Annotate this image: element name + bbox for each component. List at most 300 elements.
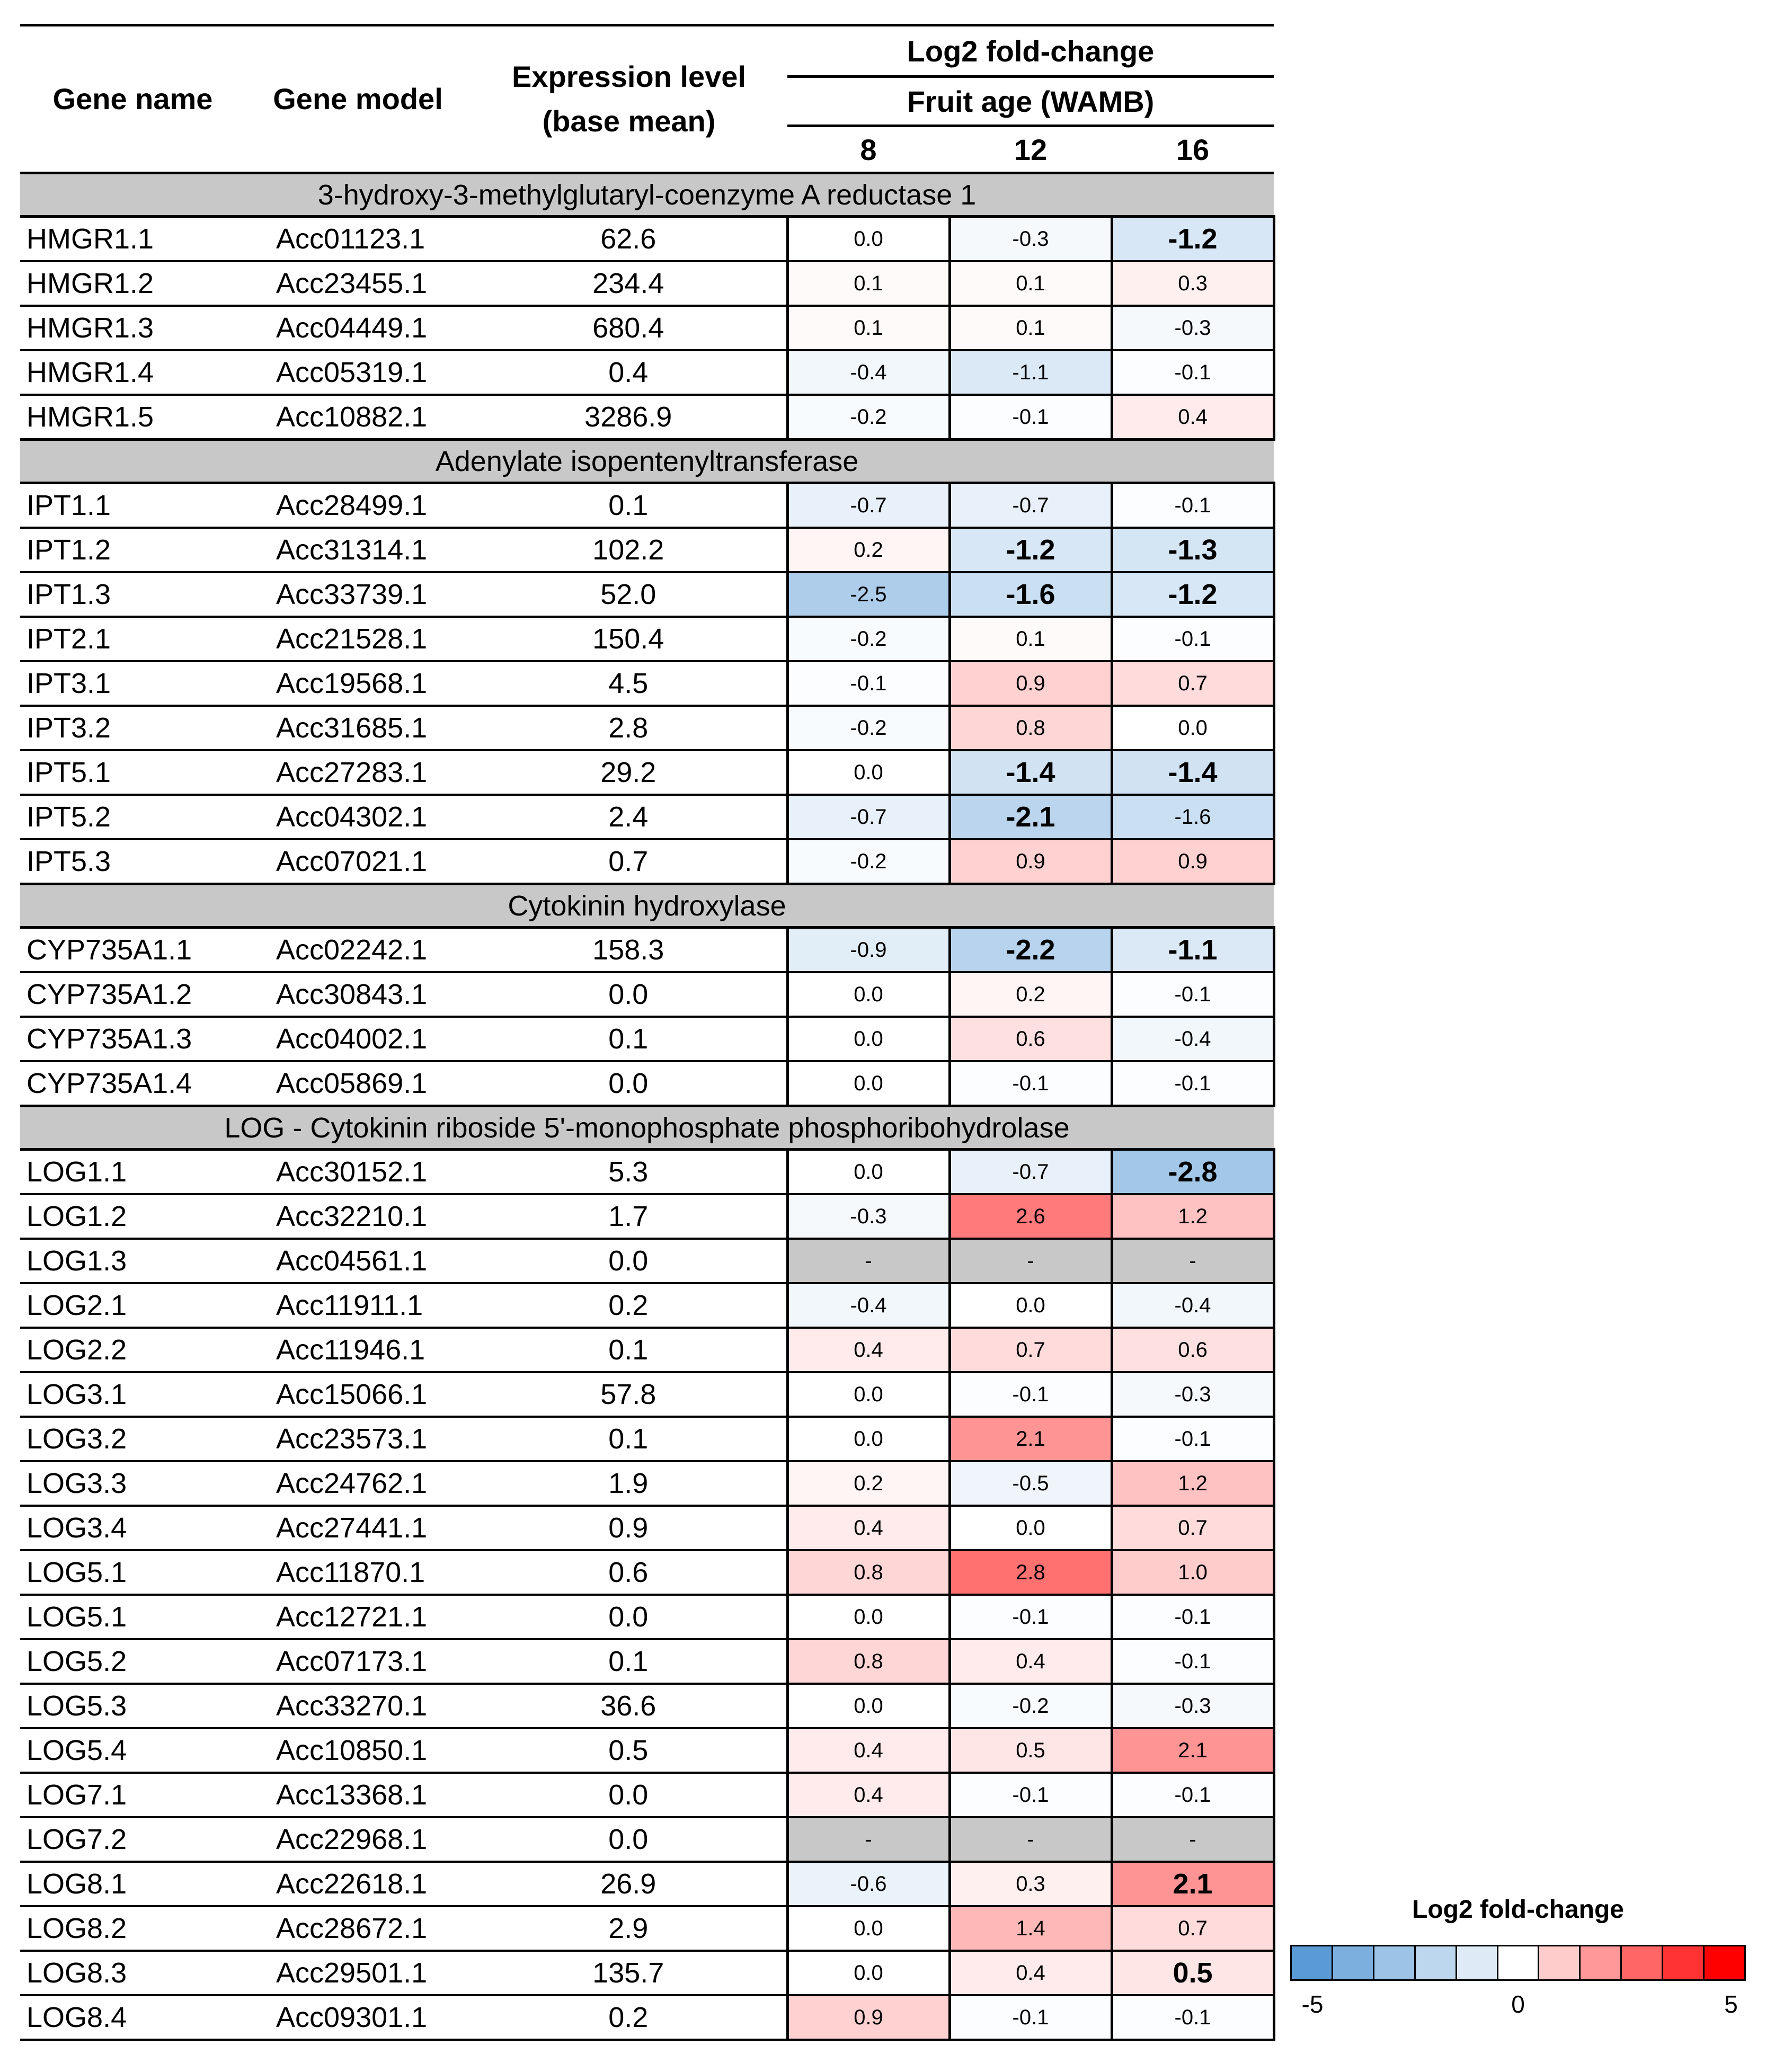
fold-change-cell: 0.4 (949, 1951, 1112, 1995)
gene-row (20, 1506, 1274, 1550)
fold-change-cell: -0.1 (1112, 1595, 1274, 1639)
gene-row (20, 1906, 1274, 1951)
fold-change-cell: 0.8 (787, 1639, 949, 1684)
gene-model-cell: Acc22968.1 (245, 1817, 471, 1862)
gene-name-cell: CYP735A1.1 (20, 928, 245, 973)
expression-level-cell: 0.0 (471, 1595, 787, 1639)
gene-row (20, 1862, 1274, 1906)
expression-level-cell: 1.9 (471, 1461, 787, 1506)
fold-change-cell: 0.0 (787, 750, 949, 795)
gene-model-cell: Acc31685.1 (245, 706, 471, 750)
category-row (20, 884, 1274, 928)
expression-level-cell: 62.6 (471, 217, 787, 262)
fold-change-cell: -0.6 (787, 1862, 949, 1906)
fold-change-cell: -0.7 (949, 483, 1112, 528)
gene-name-cell: IPT3.2 (20, 706, 245, 750)
gene-model-cell: Acc30152.1 (245, 1150, 471, 1195)
fold-change-cell: -0.1 (1112, 972, 1274, 1017)
gene-row (20, 483, 1274, 528)
gene-row (20, 839, 1274, 884)
fold-change-cell: 2.8 (949, 1550, 1112, 1595)
gene-model-cell: Acc10850.1 (245, 1728, 471, 1773)
legend-swatch (1539, 1946, 1581, 1979)
log2-fold-change-header: Log2 fold-change (787, 25, 1274, 77)
gene-row (20, 528, 1274, 572)
fold-change-cell: 0.0 (1112, 706, 1274, 750)
gene-model-cell: Acc27441.1 (245, 1506, 471, 1550)
fold-change-cell: -0.1 (1112, 1773, 1274, 1817)
gene-model-cell: Acc07173.1 (245, 1639, 471, 1684)
gene-row (20, 1417, 1274, 1461)
category-title: 3-hydroxy-3-methylglutaryl-coenzyme A reductase 1 (20, 173, 1274, 217)
legend-swatch (1663, 1946, 1705, 1979)
expression-level-cell: 0.0 (471, 1239, 787, 1283)
fold-change-cell: - (949, 1239, 1112, 1283)
expression-level-cell: 0.1 (471, 1017, 787, 1061)
gene-row (20, 750, 1274, 795)
fold-change-cell: -0.2 (787, 839, 949, 884)
gene-name-cell: LOG5.4 (20, 1728, 245, 1773)
expression-level-cell: 680.4 (471, 306, 787, 350)
gene-model-cell: Acc23573.1 (245, 1417, 471, 1461)
gene-model-header: Gene model (245, 25, 471, 173)
fold-change-cell: -0.4 (787, 1283, 949, 1328)
fold-change-cell: - (787, 1239, 949, 1283)
legend-swatch (1457, 1946, 1498, 1979)
fold-change-cell: -0.1 (949, 1372, 1112, 1417)
fold-change-cell: 0.9 (949, 839, 1112, 884)
fold-change-cell: -1.2 (1112, 217, 1274, 262)
fold-change-cell: -0.1 (1112, 483, 1274, 528)
expression-level-cell: 158.3 (471, 928, 787, 973)
gene-name-cell: LOG2.2 (20, 1328, 245, 1372)
gene-row (20, 661, 1274, 706)
legend-swatch (1292, 1946, 1333, 1979)
gene-row (20, 972, 1274, 1017)
fold-change-cell: 0.3 (949, 1862, 1112, 1906)
fold-change-cell: 0.2 (949, 972, 1112, 1017)
legend-swatch (1581, 1946, 1622, 1979)
gene-row (20, 1817, 1274, 1862)
fold-change-cell: -1.4 (949, 750, 1112, 795)
gene-row (20, 572, 1274, 617)
gene-name-cell: IPT5.3 (20, 839, 245, 884)
expression-level-cell: 26.9 (471, 1862, 787, 1906)
gene-name-cell: LOG1.3 (20, 1239, 245, 1283)
gene-name-cell: HMGR1.5 (20, 395, 245, 440)
fold-change-cell: -0.7 (787, 795, 949, 839)
fold-change-cell: 0.0 (787, 1906, 949, 1951)
fold-change-cell: -0.1 (949, 1061, 1112, 1106)
gene-model-cell: Acc22618.1 (245, 1862, 471, 1906)
fold-change-cell: 1.2 (1112, 1461, 1274, 1506)
gene-name-cell: LOG3.2 (20, 1417, 245, 1461)
fold-change-cell: 0.9 (949, 661, 1112, 706)
fold-change-cell: 0.4 (787, 1773, 949, 1817)
legend-color-scale (1290, 1945, 1746, 1981)
fold-change-cell: 0.1 (787, 306, 949, 350)
gene-model-cell: Acc31314.1 (245, 528, 471, 572)
fold-change-cell: -0.3 (1112, 1372, 1274, 1417)
expression-level-cell: 2.9 (471, 1906, 787, 1951)
gene-row (20, 306, 1274, 350)
gene-name-cell: LOG3.4 (20, 1506, 245, 1550)
fold-change-cell: -1.1 (949, 350, 1112, 395)
gene-row (20, 1728, 1274, 1773)
gene-name-cell: HMGR1.2 (20, 261, 245, 306)
gene-row (20, 1017, 1274, 1061)
gene-model-cell: Acc04449.1 (245, 306, 471, 350)
gene-model-cell: Acc01123.1 (245, 217, 471, 262)
legend-swatch (1498, 1946, 1540, 1979)
fold-change-cell: 0.1 (949, 306, 1112, 350)
expression-level-cell: 0.1 (471, 1417, 787, 1461)
fold-change-cell: -0.1 (949, 395, 1112, 440)
gene-model-cell: Acc33739.1 (245, 572, 471, 617)
legend-swatch (1374, 1946, 1416, 1979)
gene-name-cell: CYP735A1.4 (20, 1061, 245, 1106)
fold-change-cell: -1.2 (949, 528, 1112, 572)
expression-level-cell: 0.0 (471, 1817, 787, 1862)
fold-change-cell: - (1112, 1817, 1274, 1862)
fold-change-cell: 0.1 (949, 261, 1112, 306)
gene-row (20, 1995, 1274, 2040)
gene-name-cell: HMGR1.3 (20, 306, 245, 350)
fold-change-cell: 0.8 (787, 1550, 949, 1595)
gene-name-cell: HMGR1.4 (20, 350, 245, 395)
gene-row (20, 1595, 1274, 1639)
gene-row (20, 1239, 1274, 1283)
gene-row (20, 1150, 1274, 1195)
gene-row (20, 706, 1274, 750)
fold-change-cell: -0.3 (1112, 306, 1274, 350)
fold-change-cell: -2.2 (949, 928, 1112, 973)
gene-model-cell: Acc04002.1 (245, 1017, 471, 1061)
age-header-16: 16 (1112, 126, 1274, 173)
fold-change-cell: 2.1 (949, 1417, 1112, 1461)
gene-name-cell: LOG5.1 (20, 1595, 245, 1639)
expression-level-cell: 0.2 (471, 1995, 787, 2040)
fold-change-cell: 1.2 (1112, 1194, 1274, 1239)
fold-change-cell: 0.0 (787, 1150, 949, 1195)
fold-change-cell: -2.8 (1112, 1150, 1274, 1195)
fold-change-cell: -0.2 (949, 1684, 1112, 1728)
fold-change-cell: 0.4 (787, 1328, 949, 1372)
category-row (20, 173, 1274, 217)
fold-change-cell: 1.0 (1112, 1550, 1274, 1595)
gene-model-cell: Acc13368.1 (245, 1773, 471, 1817)
fold-change-cell: 0.0 (787, 1595, 949, 1639)
legend-max-label: 5 (1724, 1990, 1738, 2018)
expression-level-cell: 0.0 (471, 972, 787, 1017)
gene-model-cell: Acc04561.1 (245, 1239, 471, 1283)
fold-change-cell: -0.7 (949, 1150, 1112, 1195)
gene-name-cell: LOG2.1 (20, 1283, 245, 1328)
fold-change-cell: 0.0 (949, 1283, 1112, 1328)
gene-name-header: Gene name (20, 25, 245, 173)
gene-name-cell: IPT1.3 (20, 572, 245, 617)
expression-level-cell: 52.0 (471, 572, 787, 617)
expression-level-cell: 102.2 (471, 528, 787, 572)
gene-row (20, 1461, 1274, 1506)
fold-change-cell: -0.2 (787, 617, 949, 661)
fold-change-cell: -2.1 (949, 795, 1112, 839)
gene-model-cell: Acc04302.1 (245, 795, 471, 839)
fold-change-cell: -0.1 (1112, 1061, 1274, 1106)
fold-change-cell: 0.0 (787, 1017, 949, 1061)
gene-model-cell: Acc23455.1 (245, 261, 471, 306)
gene-name-cell: IPT1.1 (20, 483, 245, 528)
legend-swatch (1416, 1946, 1457, 1979)
gene-model-cell: Acc28672.1 (245, 1906, 471, 1951)
fold-change-cell: 2.1 (1112, 1728, 1274, 1773)
gene-row (20, 1639, 1274, 1684)
gene-model-cell: Acc32210.1 (245, 1194, 471, 1239)
category-title: LOG - Cytokinin riboside 5'-monophosphate phosphoribohydrolase (20, 1106, 1274, 1150)
age-header-8: 8 (787, 126, 949, 173)
fold-change-cell: -0.7 (787, 483, 949, 528)
fold-change-cell: -0.3 (787, 1194, 949, 1239)
gene-name-cell: LOG5.1 (20, 1550, 245, 1595)
fold-change-cell: 0.0 (787, 1372, 949, 1417)
fold-change-cell: -0.1 (1112, 617, 1274, 661)
gene-name-cell: IPT1.2 (20, 528, 245, 572)
fold-change-cell: 0.2 (787, 1461, 949, 1506)
fruit-age-header: Fruit age (WAMB) (787, 77, 1274, 126)
gene-row (20, 1283, 1274, 1328)
gene-row (20, 350, 1274, 395)
age-header-12: 12 (949, 126, 1112, 173)
fold-change-cell: - (1112, 1239, 1274, 1283)
expression-level-cell: 135.7 (471, 1951, 787, 1995)
gene-row (20, 395, 1274, 440)
expression-level-cell: 0.0 (471, 1773, 787, 1817)
legend-min-label: -5 (1301, 1990, 1324, 2018)
expression-level-cell: 2.4 (471, 795, 787, 839)
gene-model-cell: Acc10882.1 (245, 395, 471, 440)
gene-name-cell: LOG8.2 (20, 1906, 245, 1951)
gene-row (20, 1684, 1274, 1728)
expression-level-cell: 3286.9 (471, 395, 787, 440)
expression-level-cell: 36.6 (471, 1684, 787, 1728)
expression-level-cell: 0.5 (471, 1728, 787, 1773)
fold-change-cell: -1.2 (1112, 572, 1274, 617)
fold-change-cell: -2.5 (787, 572, 949, 617)
gene-model-cell: Acc21528.1 (245, 617, 471, 661)
gene-name-cell: HMGR1.1 (20, 217, 245, 262)
gene-model-cell: Acc33270.1 (245, 1684, 471, 1728)
fold-change-cell: 0.0 (787, 1417, 949, 1461)
gene-row (20, 617, 1274, 661)
gene-row (20, 1194, 1274, 1239)
gene-name-cell: IPT3.1 (20, 661, 245, 706)
fold-change-cell: -0.4 (1112, 1283, 1274, 1328)
gene-row (20, 1328, 1274, 1372)
expression-level-cell: 0.2 (471, 1283, 787, 1328)
gene-name-cell: IPT5.2 (20, 795, 245, 839)
fold-change-cell: 0.4 (949, 1639, 1112, 1684)
fold-change-cell: -0.4 (787, 350, 949, 395)
gene-name-cell: CYP735A1.3 (20, 1017, 245, 1061)
gene-name-cell: CYP735A1.2 (20, 972, 245, 1017)
fold-change-cell: -0.5 (949, 1461, 1112, 1506)
fold-change-cell: -0.1 (949, 1773, 1112, 1817)
gene-row (20, 1550, 1274, 1595)
category-title: Cytokinin hydroxylase (20, 884, 1274, 928)
expression-level-cell: 0.7 (471, 839, 787, 884)
legend-mid-label: 0 (1511, 1990, 1525, 2018)
fold-change-cell: -1.3 (1112, 528, 1274, 572)
fold-change-cell: 2.6 (949, 1194, 1112, 1239)
gene-model-cell: Acc11911.1 (245, 1283, 471, 1328)
fold-change-cell: 0.1 (949, 617, 1112, 661)
fold-change-cell: -1.4 (1112, 750, 1274, 795)
fold-change-cell: 0.3 (1112, 261, 1274, 306)
gene-name-cell: LOG8.4 (20, 1995, 245, 2040)
fold-change-cell: 0.0 (787, 1684, 949, 1728)
fold-change-cell: -0.1 (1112, 1417, 1274, 1461)
fold-change-cell: -0.4 (1112, 1017, 1274, 1061)
fold-change-cell: -0.1 (787, 661, 949, 706)
gene-row (20, 1372, 1274, 1417)
expression-level-cell: 0.1 (471, 483, 787, 528)
expression-level-cell: 5.3 (471, 1150, 787, 1195)
fold-change-cell: - (787, 1817, 949, 1862)
expression-level-header (471, 25, 787, 173)
fold-change-cell: -0.3 (949, 217, 1112, 262)
fold-change-cell: 0.9 (787, 1995, 949, 2040)
gene-name-cell: IPT2.1 (20, 617, 245, 661)
gene-model-cell: Acc19568.1 (245, 661, 471, 706)
fold-change-cell: -0.1 (1112, 350, 1274, 395)
fold-change-cell: 0.5 (1112, 1951, 1274, 1995)
fold-change-cell: 0.1 (787, 261, 949, 306)
fold-change-cell: 0.7 (1112, 1506, 1274, 1550)
fold-change-cell: -0.1 (1112, 1639, 1274, 1684)
gene-model-cell: Acc09301.1 (245, 1995, 471, 2040)
fold-change-cell: 0.6 (1112, 1328, 1274, 1372)
gene-model-cell: Acc07021.1 (245, 839, 471, 884)
gene-name-cell: IPT5.1 (20, 750, 245, 795)
fold-change-cell: 0.7 (1112, 661, 1274, 706)
gene-row (20, 1951, 1274, 1995)
gene-row (20, 1061, 1274, 1106)
gene-model-cell: Acc05319.1 (245, 350, 471, 395)
expression-level-cell: 2.8 (471, 706, 787, 750)
legend-swatch (1622, 1946, 1663, 1979)
fold-change-cell: 2.1 (1112, 1862, 1274, 1906)
fold-change-cell: -1.6 (949, 572, 1112, 617)
table-header (20, 25, 1274, 173)
expression-level-cell: 0.4 (471, 350, 787, 395)
fold-change-cell: 0.0 (787, 972, 949, 1017)
fold-change-cell: -0.9 (787, 928, 949, 973)
gene-model-cell: Acc30843.1 (245, 972, 471, 1017)
fold-change-cell: -0.1 (949, 1595, 1112, 1639)
gene-name-cell: LOG1.1 (20, 1150, 245, 1195)
fold-change-cell: 0.7 (949, 1328, 1112, 1372)
fold-change-cell: 0.7 (1112, 1906, 1274, 1951)
expression-level-cell: 57.8 (471, 1372, 787, 1417)
gene-row (20, 217, 1274, 262)
category-title: Adenylate isopentenyltransferase (20, 440, 1274, 483)
expression-level-cell: 0.6 (471, 1550, 787, 1595)
table-body (20, 173, 1274, 2040)
fold-change-cell: 0.0 (787, 1061, 949, 1106)
fold-change-cell: -0.2 (787, 706, 949, 750)
gene-model-cell: Acc02242.1 (245, 928, 471, 973)
legend-swatch (1333, 1946, 1374, 1979)
gene-name-cell: LOG7.1 (20, 1773, 245, 1817)
fold-change-cell: 0.4 (1112, 395, 1274, 440)
gene-row (20, 795, 1274, 839)
fold-change-cell: -0.3 (1112, 1684, 1274, 1728)
gene-name-cell: LOG1.2 (20, 1194, 245, 1239)
expression-level-cell: 1.7 (471, 1194, 787, 1239)
fold-change-cell: -0.1 (1112, 1995, 1274, 2040)
gene-model-cell: Acc29501.1 (245, 1951, 471, 1995)
legend-title: Log2 fold-change (1412, 1896, 1624, 1924)
gene-name-cell: LOG5.2 (20, 1639, 245, 1684)
fold-change-cell: 0.9 (1112, 839, 1274, 884)
expression-level-cell: 0.1 (471, 1328, 787, 1372)
gene-model-cell: Acc12721.1 (245, 1595, 471, 1639)
fold-change-cell: -0.1 (949, 1995, 1112, 2040)
fold-change-cell: 0.4 (787, 1728, 949, 1773)
gene-name-cell: LOG8.1 (20, 1862, 245, 1906)
gene-row (20, 1773, 1274, 1817)
fold-change-cell: 0.5 (949, 1728, 1112, 1773)
gene-row (20, 261, 1274, 306)
legend-swatch (1705, 1946, 1744, 1979)
fold-change-cell: 0.0 (787, 1951, 949, 1995)
fold-change-table (20, 24, 1275, 2041)
gene-name-cell: LOG3.3 (20, 1461, 245, 1506)
gene-model-cell: Acc11946.1 (245, 1328, 471, 1372)
gene-row (20, 928, 1274, 973)
expression-level-cell: 0.9 (471, 1506, 787, 1550)
expression-level-cell: 150.4 (471, 617, 787, 661)
gene-name-cell: LOG3.1 (20, 1372, 245, 1417)
gene-model-cell: Acc15066.1 (245, 1372, 471, 1417)
gene-model-cell: Acc27283.1 (245, 750, 471, 795)
gene-name-cell: LOG5.3 (20, 1684, 245, 1728)
gene-model-cell: Acc11870.1 (245, 1550, 471, 1595)
fold-change-cell: 0.4 (787, 1506, 949, 1550)
category-row (20, 1106, 1274, 1150)
fold-change-cell: 1.4 (949, 1906, 1112, 1951)
fold-change-cell: - (949, 1817, 1112, 1862)
expression-level-cell: 0.1 (471, 1639, 787, 1684)
gene-model-cell: Acc05869.1 (245, 1061, 471, 1106)
fold-change-cell: 0.2 (787, 528, 949, 572)
fold-change-cell: -0.2 (787, 395, 949, 440)
expression-level-line1: Expression level (511, 60, 746, 93)
gene-model-cell: Acc24762.1 (245, 1461, 471, 1506)
fold-change-cell: -1.6 (1112, 795, 1274, 839)
category-row (20, 440, 1274, 483)
fold-change-cell: 0.6 (949, 1017, 1112, 1061)
color-legend (1290, 1894, 1746, 2032)
expression-level-cell: 4.5 (471, 661, 787, 706)
fold-change-cell: 0.8 (949, 706, 1112, 750)
fold-change-cell: 0.0 (787, 217, 949, 262)
gene-name-cell: LOG7.2 (20, 1817, 245, 1862)
expression-level-line2: (base mean) (542, 104, 716, 138)
gene-name-cell: LOG8.3 (20, 1951, 245, 1995)
fold-change-cell: -1.1 (1112, 928, 1274, 973)
gene-model-cell: Acc28499.1 (245, 483, 471, 528)
